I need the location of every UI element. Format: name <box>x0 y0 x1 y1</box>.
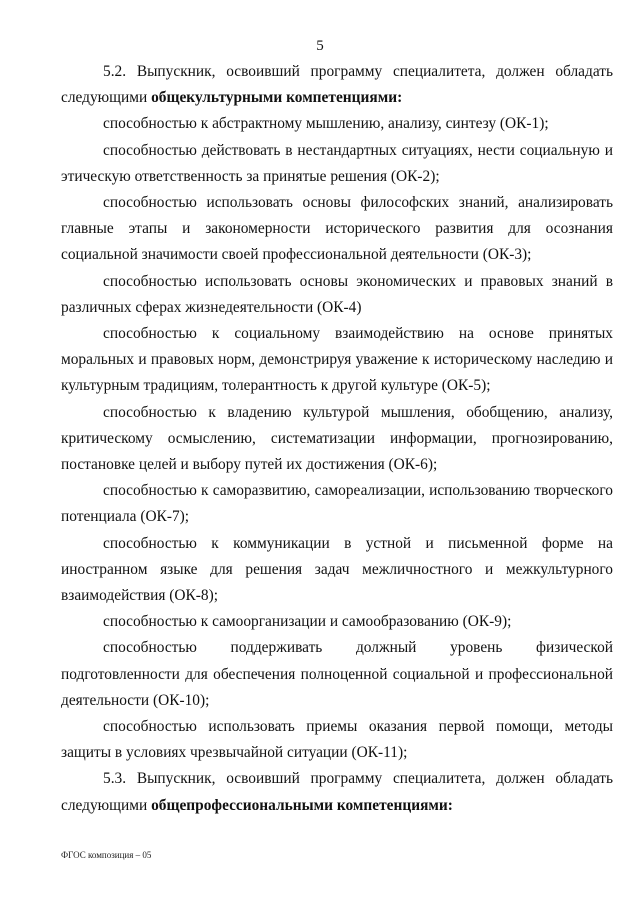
competence-item: способностью действовать в нестандартных ситуациях, нести социальную и этическую ответственность за принятые решения (ОК-2); <box>61 141 613 185</box>
competence-item: способностью к коммуникации в устной и письменной форме на иностранном языке для решения задач межличностного и межкультурного взаимодействия (ОК-8); <box>61 534 613 605</box>
section-intro-text: 5.2. Выпускник, освоивший программу специалитета, должен обладать следующими <box>61 63 613 107</box>
competence-item: способностью к самоорганизации и самообразованию (ОК-9); <box>103 613 512 631</box>
section-intro-colon: : <box>447 796 453 814</box>
section-intro-bold: общекультурными компетенциями <box>151 89 398 107</box>
competence-item: способностью использовать основы философских знаний, анализировать главные этапы и закономерности исторического развития для осознания социальной значимости своей профессиональной деятельности (ОК-3); <box>61 194 613 264</box>
competence-item: способностью к социальному взаимодействию на основе принятых моральных и правовых норм, демонстрируя уважение к историческому наследию и культурным традициям, толерантность к другой культуре (ОК-5); <box>61 325 613 395</box>
competence-item: способностью к саморазвитию, самореализации, использованию творческого потенциала (ОК-7); <box>61 482 613 526</box>
competence-item: способностью использовать приемы оказания первой помощи, методы защиты в условиях чрезвычайной ситуации (ОК-11); <box>61 718 613 762</box>
competence-item: способностью к владению культурой мышления, обобщению, анализу, критическому осмыслению, систематизации информации, прогнозированию, постановке целей и выбору путей их достижения (ОК-6); <box>61 403 613 474</box>
competence-item: способностью использовать основы экономических и правовых знаний в различных сферах жизнедеятельности (ОК-4) <box>61 272 613 316</box>
document-body <box>61 59 613 819</box>
section-intro-colon: : <box>397 89 403 107</box>
section-5-3-intro <box>61 766 613 818</box>
competence-item: способностью поддерживать должный уровень физической подготовленности для обеспечения полноценной социальной и профессиональной деятельности (ОК-10); <box>61 639 613 709</box>
competence-item: способностью к абстрактному мышлению, анализу, синтезу (ОК-1); <box>103 115 549 133</box>
page-number: 5 <box>316 38 324 54</box>
section-intro-text: 5.3. Выпускник, освоивший программу специалитета, должен обладать следующими <box>61 770 613 814</box>
document-footer: ФГОС композиция – 05 <box>61 850 152 860</box>
section-intro-bold: общепрофессиональными компетенциями <box>151 796 448 814</box>
section-5-2-intro <box>61 59 613 111</box>
